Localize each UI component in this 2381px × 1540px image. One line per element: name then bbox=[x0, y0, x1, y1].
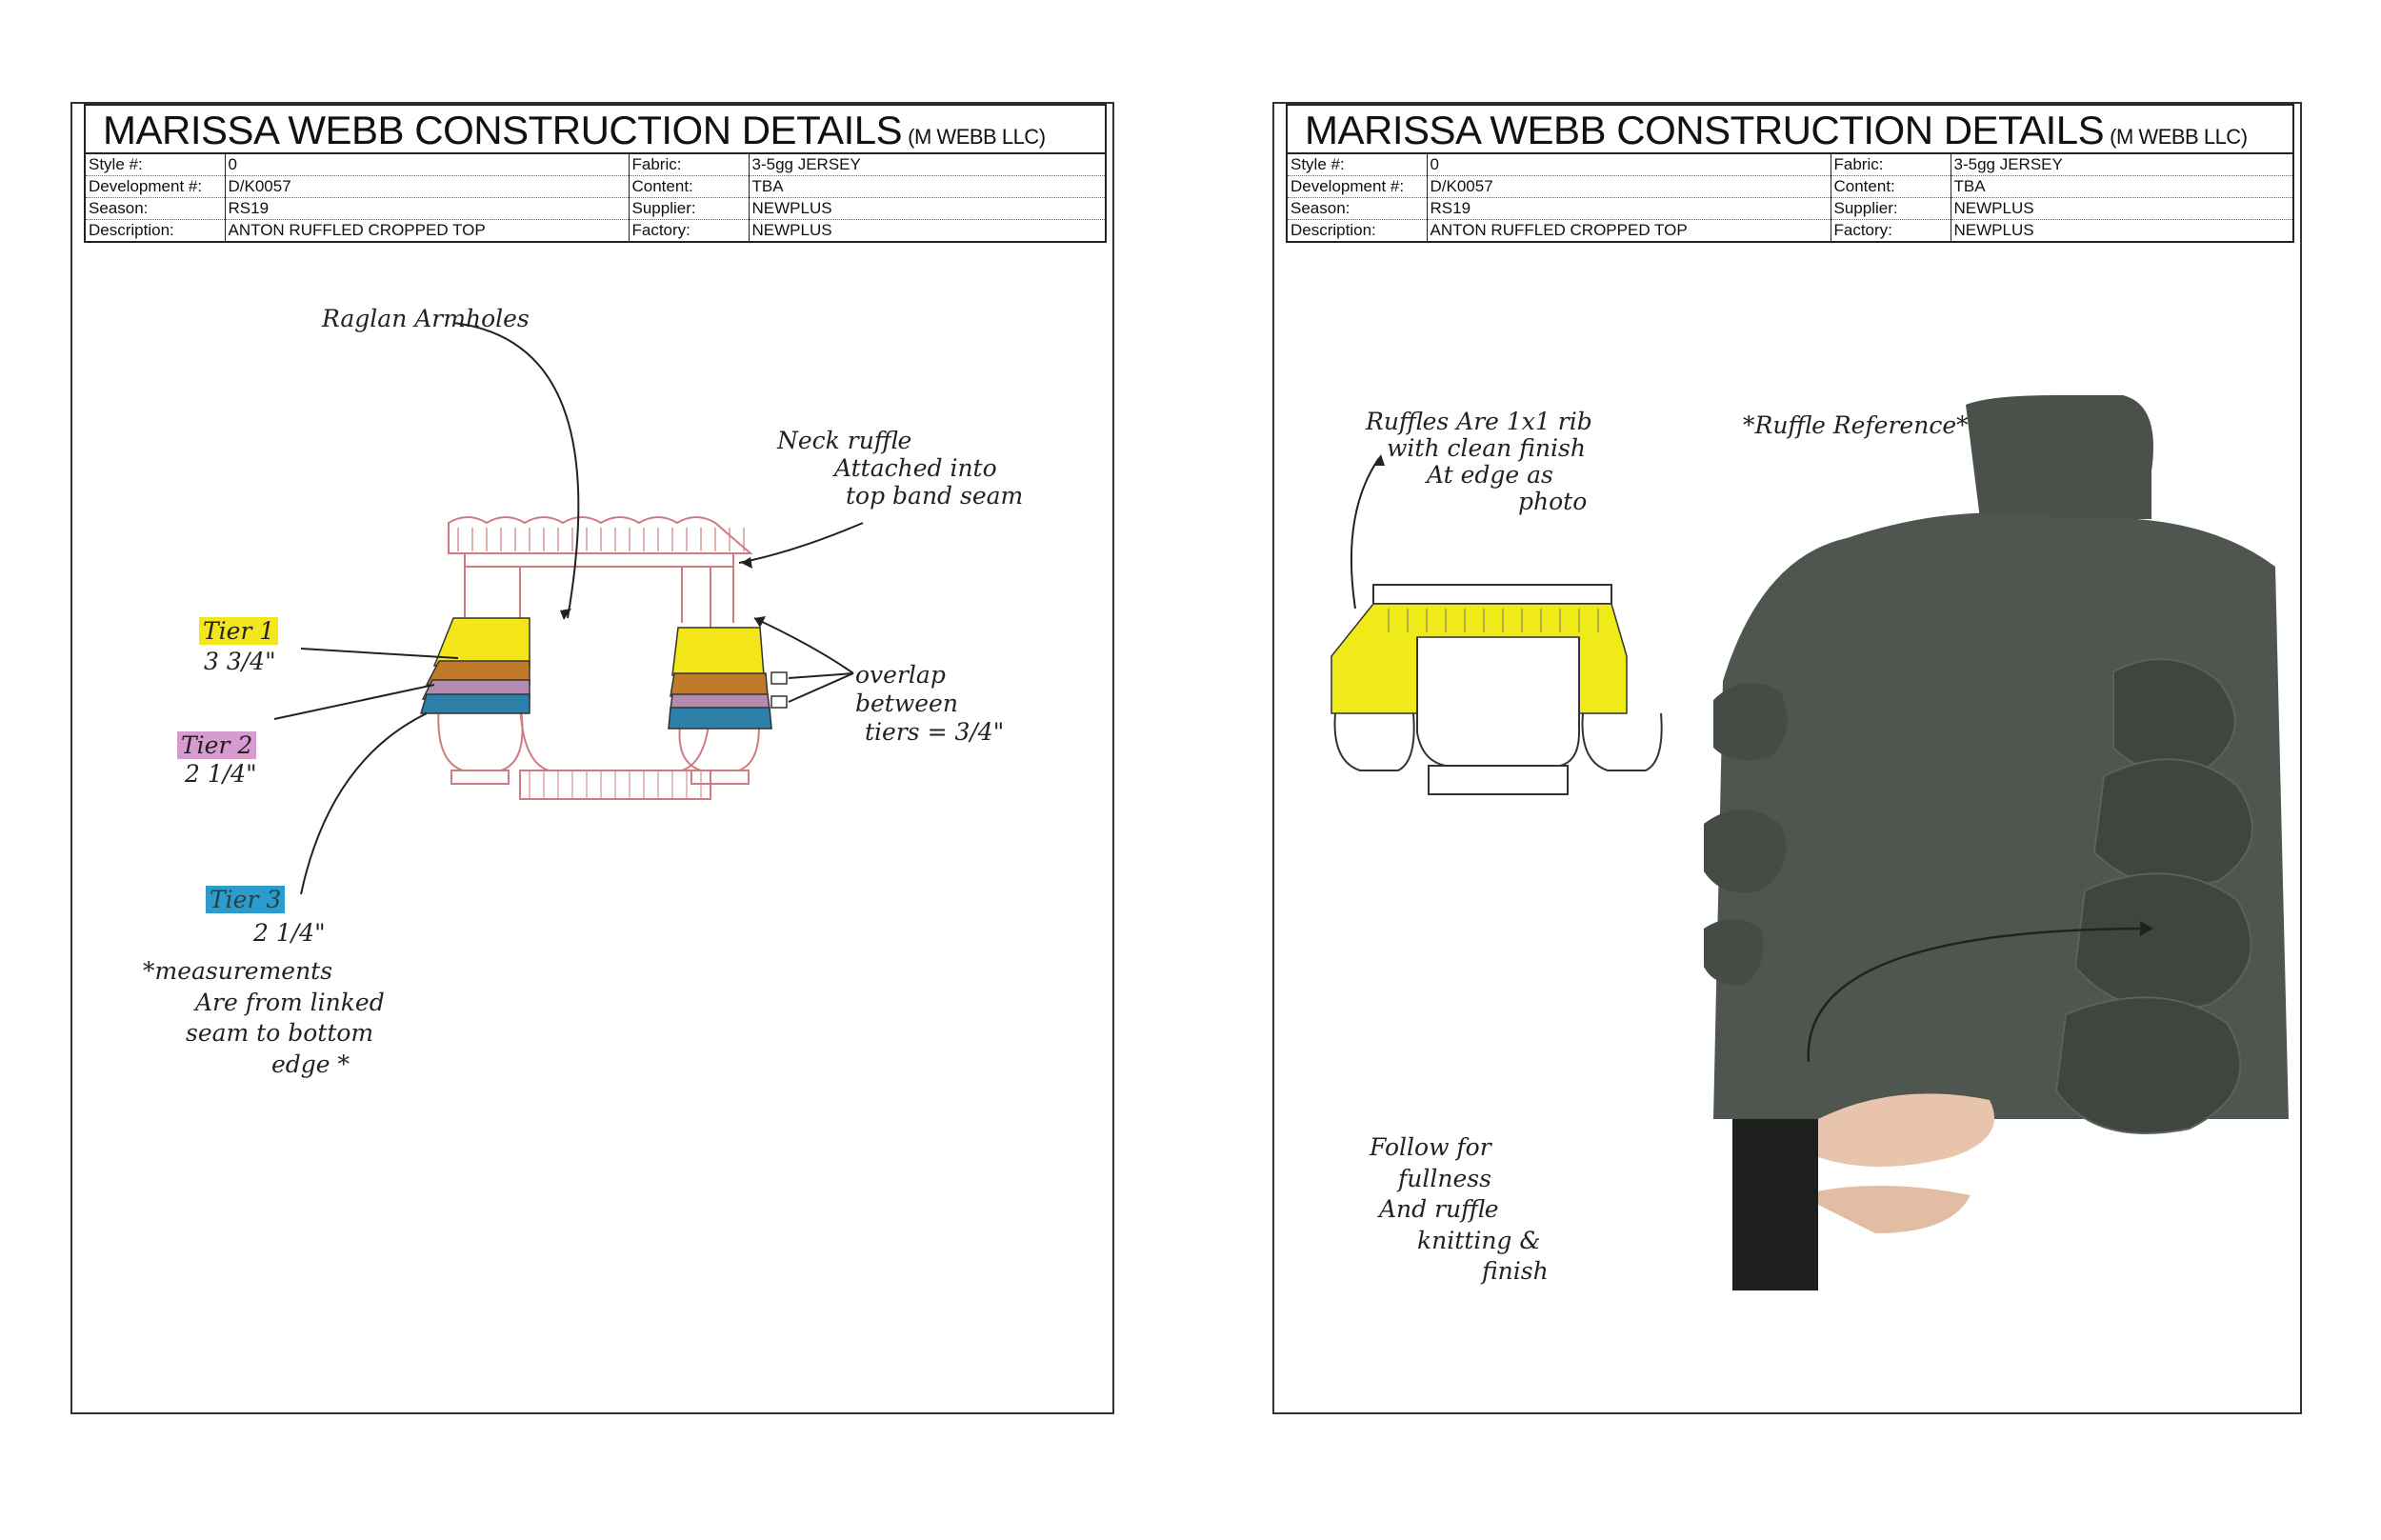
spec-row bbox=[1288, 154, 2292, 176]
spec-label: Supplier: bbox=[629, 198, 749, 220]
spec-label: Content: bbox=[629, 176, 749, 198]
spec-label: Factory: bbox=[1831, 220, 1951, 242]
tier3-leader bbox=[301, 713, 427, 894]
left-sleeve-outline bbox=[438, 567, 522, 770]
sketch-right-cuff bbox=[1583, 713, 1662, 770]
spec-value: NEWPLUS bbox=[751, 221, 832, 239]
spec-row bbox=[1288, 176, 2292, 198]
spec-value: 3-5gg JERSEY bbox=[749, 154, 1105, 176]
spec-row bbox=[1288, 198, 2292, 220]
spec-value: D/K0057 bbox=[225, 176, 629, 198]
note-measurements: *measurements Are from linked seam to bottom edge * bbox=[143, 957, 385, 1078]
right-sleeve-outline bbox=[680, 567, 759, 770]
tier2-leader bbox=[274, 685, 434, 719]
waist-rib bbox=[520, 770, 710, 799]
arrow-head bbox=[754, 616, 766, 628]
arrow-head bbox=[741, 557, 752, 569]
spec-header bbox=[84, 104, 1107, 243]
header-title-row bbox=[86, 106, 1105, 154]
spec-row bbox=[86, 220, 1105, 242]
spec-value: TBA bbox=[749, 176, 1105, 198]
left-tier-2b bbox=[423, 680, 530, 699]
note-tier3-measure: 2 1/4" bbox=[253, 919, 326, 947]
spec-label: Development #: bbox=[86, 176, 225, 198]
header-title-row bbox=[1288, 106, 2292, 154]
note-ruffles: Ruffles Are 1x1 rib with clean finish At edge as photo bbox=[1366, 408, 1592, 515]
spec-value: NEWPLUS bbox=[1953, 221, 2034, 239]
note-tier2-measure: 2 1/4" bbox=[185, 760, 257, 788]
right-cuff bbox=[691, 770, 749, 784]
spec-row bbox=[86, 154, 1105, 176]
sheet-title: MARISSA WEBB CONSTRUCTION DETAILS (M WEBB LLC) bbox=[1305, 108, 2248, 152]
left-tier-1 bbox=[434, 618, 530, 666]
spec-value: NEWPLUS bbox=[749, 198, 1105, 220]
spec-row bbox=[86, 198, 1105, 220]
overlap-leader-3 bbox=[789, 673, 853, 702]
overlap-leader-1 bbox=[754, 618, 853, 673]
spec-row bbox=[86, 176, 1105, 198]
left-tier-3 bbox=[421, 694, 530, 713]
spec-value: 0 bbox=[1427, 154, 1831, 176]
sheet-subtitle: (M WEBB LLC) bbox=[908, 125, 1046, 149]
note-ruffle-reference: *Ruffle Reference* bbox=[1743, 411, 1969, 439]
note-tier1: Tier 1 bbox=[199, 616, 278, 646]
right-tier-2b bbox=[670, 694, 770, 710]
arrow-head bbox=[560, 609, 571, 620]
spec-value: NEWPLUS bbox=[1951, 198, 2292, 220]
right-tier-1 bbox=[672, 628, 764, 675]
spec-label: Season: bbox=[1288, 198, 1427, 220]
spec-table bbox=[86, 154, 1105, 241]
spec-label: Factory: bbox=[629, 220, 749, 242]
spec-value: ANTON RUFFLED CROPPED TOP bbox=[1427, 220, 1831, 242]
spec-value: 3-5gg JERSEY bbox=[1951, 154, 2292, 176]
body-outline bbox=[520, 567, 710, 770]
ruffle-reference-photo bbox=[1704, 395, 2289, 1290]
spec-label: Fabric: bbox=[1831, 154, 1951, 176]
spec-value: 0 bbox=[225, 154, 629, 176]
top-band bbox=[1373, 585, 1611, 604]
right-tier-3 bbox=[669, 708, 771, 729]
top-band bbox=[465, 553, 733, 567]
spec-value: TBA bbox=[1951, 176, 2292, 198]
sketch-body bbox=[1417, 637, 1579, 766]
construction-sheet-left bbox=[70, 102, 1114, 1414]
tier1-leader bbox=[301, 649, 458, 658]
spec-label: Style #: bbox=[86, 154, 225, 176]
right-tier-2 bbox=[670, 673, 768, 696]
spec-label: Season: bbox=[86, 198, 225, 220]
sheet-subtitle: (M WEBB LLC) bbox=[2110, 125, 2248, 149]
spec-label: Fabric: bbox=[629, 154, 749, 176]
raglan-leader bbox=[453, 323, 578, 618]
overlap-leader-2 bbox=[789, 673, 853, 678]
spec-value: RS19 bbox=[225, 198, 629, 220]
left-tier-2 bbox=[427, 661, 530, 685]
spec-label: Content: bbox=[1831, 176, 1951, 198]
spec-label: Description: bbox=[1288, 220, 1427, 242]
spec-table bbox=[1288, 154, 2292, 241]
yellow-ruffles bbox=[1331, 604, 1627, 713]
note-neck-ruffle: Neck ruffle Attached into top band seam bbox=[777, 427, 1024, 510]
left-cuff bbox=[451, 770, 509, 784]
note-raglan: Raglan Armholes bbox=[322, 305, 530, 332]
spec-value: D/K0057 bbox=[1427, 176, 1831, 198]
construction-sheet-right bbox=[1272, 102, 2302, 1414]
spec-value: RS19 bbox=[1427, 198, 1831, 220]
note-tier1-measure: 3 3/4" bbox=[204, 648, 276, 675]
note-follow: Follow for fullness And ruffle knitting & finish bbox=[1370, 1133, 1549, 1285]
spec-row bbox=[1288, 220, 2292, 242]
note-tier2: Tier 2 bbox=[177, 730, 256, 760]
spec-header bbox=[1286, 104, 2294, 243]
spec-label: Style #: bbox=[1288, 154, 1427, 176]
spec-label: Development #: bbox=[1288, 176, 1427, 198]
note-overlap: overlap between tiers = 3/4" bbox=[855, 661, 1005, 746]
spec-label: Supplier: bbox=[1831, 198, 1951, 220]
spec-label: Description: bbox=[86, 220, 225, 242]
sheet-title: MARISSA WEBB CONSTRUCTION DETAILS (M WEBB LLC) bbox=[103, 108, 1046, 152]
sketch-waist bbox=[1429, 766, 1568, 794]
neck-leader bbox=[739, 523, 863, 563]
spec-value: ANTON RUFFLED CROPPED TOP bbox=[225, 220, 629, 242]
sketch-left-cuff bbox=[1335, 713, 1414, 770]
note-tier3: Tier 3 bbox=[206, 885, 285, 914]
neck-ruffle bbox=[449, 517, 750, 553]
